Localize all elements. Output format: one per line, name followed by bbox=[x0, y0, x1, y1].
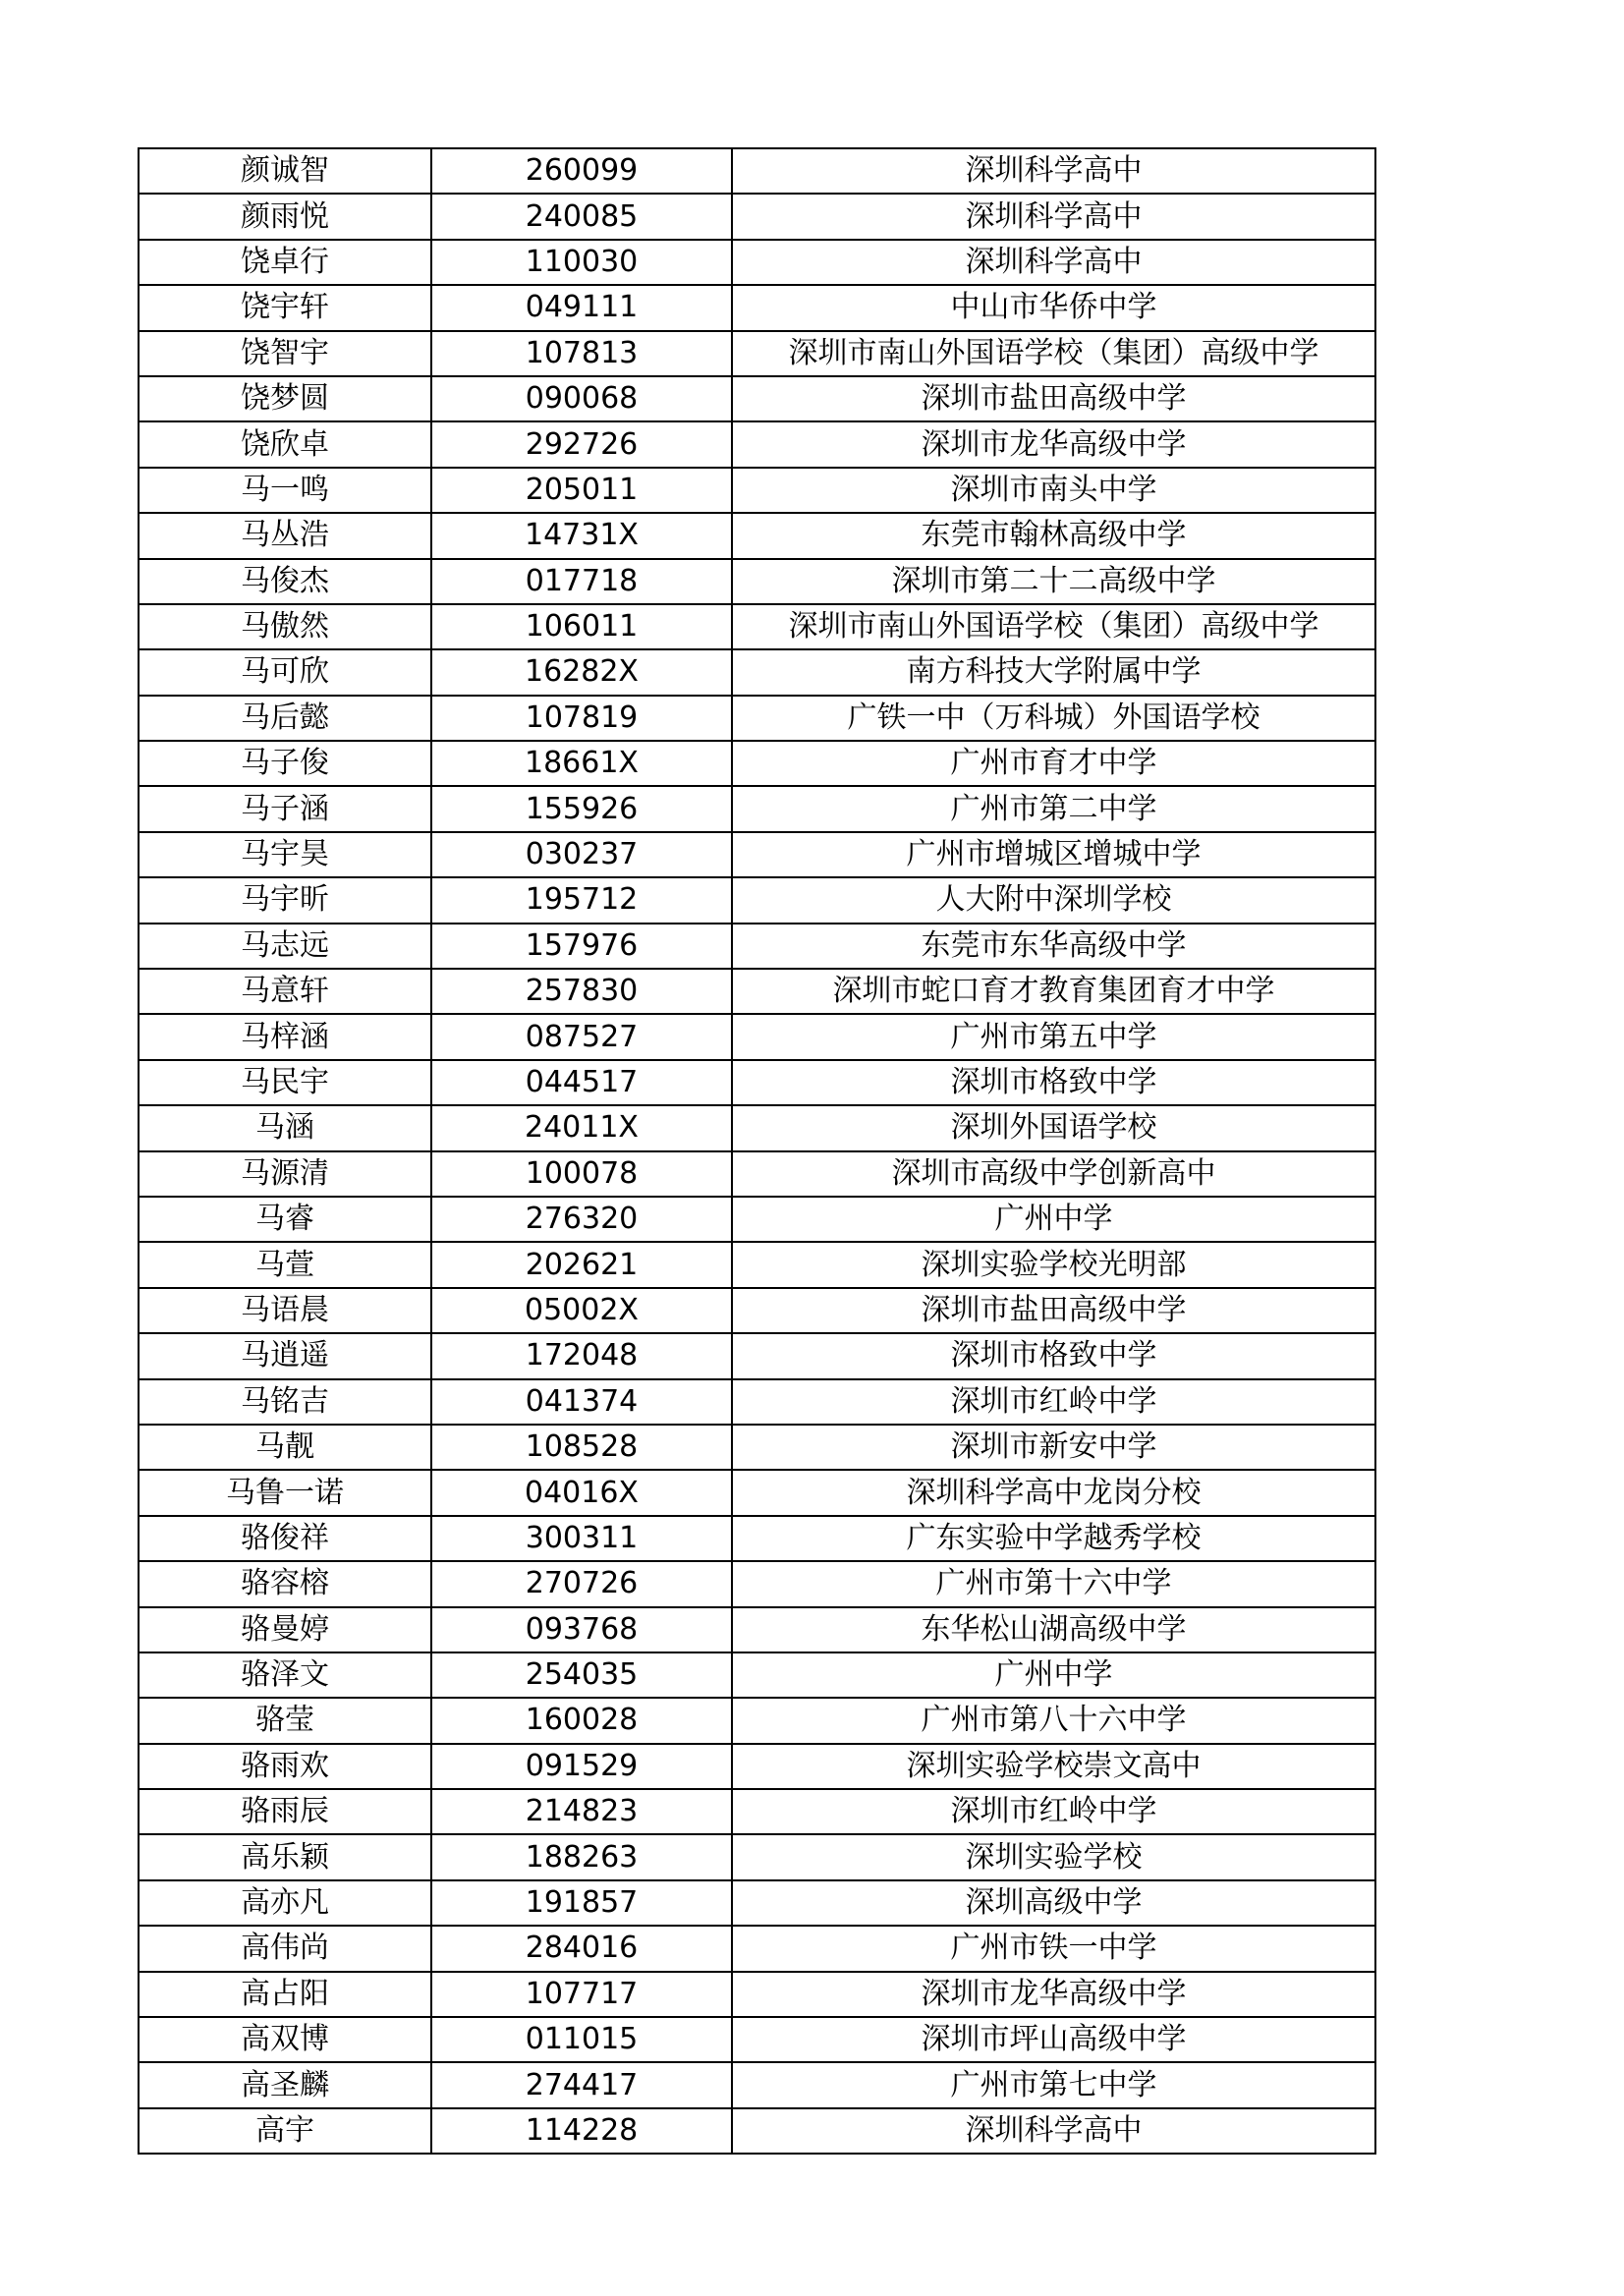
name-cell: 骆莹 bbox=[139, 1698, 431, 1743]
name-cell: 马萱 bbox=[139, 1242, 431, 1287]
table-row bbox=[139, 421, 1375, 467]
table-row bbox=[139, 1561, 1375, 1606]
table-row bbox=[139, 1789, 1375, 1834]
table-row bbox=[139, 1151, 1375, 1197]
table-row bbox=[139, 1880, 1375, 1926]
name-cell: 骆雨辰 bbox=[139, 1789, 431, 1834]
school-cell: 深圳市龙华高级中学 bbox=[732, 421, 1375, 467]
school-cell: 深圳市红岭中学 bbox=[732, 1789, 1375, 1834]
table-row bbox=[139, 604, 1375, 649]
table-row bbox=[139, 1014, 1375, 1059]
name-cell: 马靓 bbox=[139, 1425, 431, 1470]
name-cell: 马铭吉 bbox=[139, 1379, 431, 1425]
id-cell: 011015 bbox=[431, 2017, 732, 2062]
name-cell: 马丛浩 bbox=[139, 513, 431, 558]
id-cell: 100078 bbox=[431, 1151, 732, 1197]
table-row bbox=[139, 194, 1375, 239]
id-cell: 155926 bbox=[431, 786, 732, 831]
name-cell: 马后懿 bbox=[139, 696, 431, 741]
table-row bbox=[139, 1834, 1375, 1879]
school-cell: 深圳市盐田高级中学 bbox=[732, 376, 1375, 421]
id-cell: 108528 bbox=[431, 1425, 732, 1470]
roster-table bbox=[138, 147, 1376, 2155]
table-row bbox=[139, 376, 1375, 421]
name-cell: 饶宇轩 bbox=[139, 285, 431, 330]
school-cell: 人大附中深圳学校 bbox=[732, 877, 1375, 923]
school-cell: 广州市育才中学 bbox=[732, 741, 1375, 786]
school-cell: 深圳市新安中学 bbox=[732, 1425, 1375, 1470]
id-cell: 214823 bbox=[431, 1789, 732, 1834]
name-cell: 马一鸣 bbox=[139, 468, 431, 513]
name-cell: 马鲁一诺 bbox=[139, 1470, 431, 1515]
id-cell: 276320 bbox=[431, 1197, 732, 1242]
id-cell: 240085 bbox=[431, 194, 732, 239]
name-cell: 骆曼婷 bbox=[139, 1607, 431, 1652]
school-cell: 南方科技大学附属中学 bbox=[732, 649, 1375, 695]
school-cell: 广州市第八十六中学 bbox=[732, 1698, 1375, 1743]
id-cell: 205011 bbox=[431, 468, 732, 513]
id-cell: 090068 bbox=[431, 376, 732, 421]
school-cell: 深圳科学高中 bbox=[732, 194, 1375, 239]
school-cell: 深圳实验学校崇文高中 bbox=[732, 1744, 1375, 1789]
id-cell: 107819 bbox=[431, 696, 732, 741]
table-row bbox=[139, 649, 1375, 695]
table-row bbox=[139, 1652, 1375, 1698]
name-cell: 马源清 bbox=[139, 1151, 431, 1197]
table-row bbox=[139, 240, 1375, 285]
id-cell: 087527 bbox=[431, 1014, 732, 1059]
school-cell: 深圳实验学校 bbox=[732, 1834, 1375, 1879]
school-cell: 深圳科学高中 bbox=[732, 240, 1375, 285]
school-cell: 深圳市蛇口育才教育集团育才中学 bbox=[732, 969, 1375, 1014]
name-cell: 马语晨 bbox=[139, 1288, 431, 1333]
id-cell: 110030 bbox=[431, 240, 732, 285]
table-row bbox=[139, 832, 1375, 877]
id-cell: 14731X bbox=[431, 513, 732, 558]
name-cell: 马俊杰 bbox=[139, 559, 431, 604]
name-cell: 饶智宇 bbox=[139, 331, 431, 376]
school-cell: 广州市铁一中学 bbox=[732, 1926, 1375, 1971]
name-cell: 马民宇 bbox=[139, 1060, 431, 1105]
name-cell: 马宇昕 bbox=[139, 877, 431, 923]
school-cell: 深圳市格致中学 bbox=[732, 1333, 1375, 1378]
school-cell: 深圳市坪山高级中学 bbox=[732, 2017, 1375, 2062]
name-cell: 马逍遥 bbox=[139, 1333, 431, 1378]
name-cell: 高圣麟 bbox=[139, 2062, 431, 2107]
id-cell: 16282X bbox=[431, 649, 732, 695]
id-cell: 04016X bbox=[431, 1470, 732, 1515]
school-cell: 广东实验中学越秀学校 bbox=[732, 1516, 1375, 1561]
school-cell: 深圳市红岭中学 bbox=[732, 1379, 1375, 1425]
id-cell: 106011 bbox=[431, 604, 732, 649]
id-cell: 049111 bbox=[431, 285, 732, 330]
table-row bbox=[139, 1425, 1375, 1470]
id-cell: 284016 bbox=[431, 1926, 732, 1971]
table-row bbox=[139, 468, 1375, 513]
id-cell: 300311 bbox=[431, 1516, 732, 1561]
table-row bbox=[139, 1470, 1375, 1515]
id-cell: 114228 bbox=[431, 2108, 732, 2154]
name-cell: 高乐颖 bbox=[139, 1834, 431, 1879]
table-row bbox=[139, 1060, 1375, 1105]
table-row bbox=[139, 1972, 1375, 2017]
id-cell: 030237 bbox=[431, 832, 732, 877]
id-cell: 160028 bbox=[431, 1698, 732, 1743]
school-cell: 深圳科学高中 bbox=[732, 148, 1375, 194]
school-cell: 深圳市第二十二高级中学 bbox=[732, 559, 1375, 604]
id-cell: 195712 bbox=[431, 877, 732, 923]
table-row bbox=[139, 1288, 1375, 1333]
table-row bbox=[139, 2108, 1375, 2154]
name-cell: 骆俊祥 bbox=[139, 1516, 431, 1561]
table-row bbox=[139, 148, 1375, 194]
school-cell: 深圳高级中学 bbox=[732, 1880, 1375, 1926]
id-cell: 292726 bbox=[431, 421, 732, 467]
name-cell: 马宇昊 bbox=[139, 832, 431, 877]
table-row bbox=[139, 1516, 1375, 1561]
school-cell: 东莞市东华高级中学 bbox=[732, 924, 1375, 969]
school-cell: 深圳市南头中学 bbox=[732, 468, 1375, 513]
table-row bbox=[139, 2062, 1375, 2107]
name-cell: 马梓涵 bbox=[139, 1014, 431, 1059]
table-row bbox=[139, 1197, 1375, 1242]
table-row bbox=[139, 1926, 1375, 1971]
school-cell: 广州市增城区增城中学 bbox=[732, 832, 1375, 877]
id-cell: 188263 bbox=[431, 1834, 732, 1879]
table-row bbox=[139, 2017, 1375, 2062]
school-cell: 东莞市翰林高级中学 bbox=[732, 513, 1375, 558]
school-cell: 广州市第二中学 bbox=[732, 786, 1375, 831]
school-cell: 深圳市龙华高级中学 bbox=[732, 1972, 1375, 2017]
table-row bbox=[139, 1607, 1375, 1652]
name-cell: 马子涵 bbox=[139, 786, 431, 831]
name-cell: 马可欣 bbox=[139, 649, 431, 695]
id-cell: 260099 bbox=[431, 148, 732, 194]
school-cell: 广州中学 bbox=[732, 1197, 1375, 1242]
table-row bbox=[139, 924, 1375, 969]
name-cell: 饶欣卓 bbox=[139, 421, 431, 467]
table-row bbox=[139, 741, 1375, 786]
name-cell: 马子俊 bbox=[139, 741, 431, 786]
table-row bbox=[139, 877, 1375, 923]
table-row bbox=[139, 969, 1375, 1014]
school-cell: 广铁一中（万科城）外国语学校 bbox=[732, 696, 1375, 741]
school-cell: 广州市第十六中学 bbox=[732, 1561, 1375, 1606]
school-cell: 深圳市南山外国语学校（集团）高级中学 bbox=[732, 331, 1375, 376]
table-row bbox=[139, 1105, 1375, 1150]
id-cell: 274417 bbox=[431, 2062, 732, 2107]
school-cell: 中山市华侨中学 bbox=[732, 285, 1375, 330]
table-row bbox=[139, 1698, 1375, 1743]
school-cell: 东华松山湖高级中学 bbox=[732, 1607, 1375, 1652]
id-cell: 172048 bbox=[431, 1333, 732, 1378]
id-cell: 18661X bbox=[431, 741, 732, 786]
table-row bbox=[139, 285, 1375, 330]
table-row bbox=[139, 786, 1375, 831]
name-cell: 高占阳 bbox=[139, 1972, 431, 2017]
name-cell: 高伟尚 bbox=[139, 1926, 431, 1971]
name-cell: 颜诚智 bbox=[139, 148, 431, 194]
id-cell: 093768 bbox=[431, 1607, 732, 1652]
id-cell: 254035 bbox=[431, 1652, 732, 1698]
school-cell: 深圳市盐田高级中学 bbox=[732, 1288, 1375, 1333]
school-cell: 深圳科学高中 bbox=[732, 2108, 1375, 2154]
name-cell: 马睿 bbox=[139, 1197, 431, 1242]
id-cell: 157976 bbox=[431, 924, 732, 969]
id-cell: 091529 bbox=[431, 1744, 732, 1789]
school-cell: 深圳实验学校光明部 bbox=[732, 1242, 1375, 1287]
school-cell: 广州市第五中学 bbox=[732, 1014, 1375, 1059]
id-cell: 270726 bbox=[431, 1561, 732, 1606]
id-cell: 24011X bbox=[431, 1105, 732, 1150]
name-cell: 马傲然 bbox=[139, 604, 431, 649]
school-cell: 深圳科学高中龙岗分校 bbox=[732, 1470, 1375, 1515]
school-cell: 深圳外国语学校 bbox=[732, 1105, 1375, 1150]
table-row bbox=[139, 331, 1375, 376]
roster-table-body bbox=[139, 148, 1375, 2154]
id-cell: 044517 bbox=[431, 1060, 732, 1105]
table-row bbox=[139, 513, 1375, 558]
id-cell: 107717 bbox=[431, 1972, 732, 2017]
name-cell: 高亦凡 bbox=[139, 1880, 431, 1926]
name-cell: 高宇 bbox=[139, 2108, 431, 2154]
id-cell: 041374 bbox=[431, 1379, 732, 1425]
id-cell: 202621 bbox=[431, 1242, 732, 1287]
name-cell: 马志远 bbox=[139, 924, 431, 969]
school-cell: 深圳市高级中学创新高中 bbox=[732, 1151, 1375, 1197]
name-cell: 骆泽文 bbox=[139, 1652, 431, 1698]
school-cell: 广州中学 bbox=[732, 1652, 1375, 1698]
table-row bbox=[139, 559, 1375, 604]
name-cell: 饶梦圆 bbox=[139, 376, 431, 421]
table-row bbox=[139, 1333, 1375, 1378]
id-cell: 191857 bbox=[431, 1880, 732, 1926]
id-cell: 017718 bbox=[431, 559, 732, 604]
school-cell: 广州市第七中学 bbox=[732, 2062, 1375, 2107]
name-cell: 饶卓行 bbox=[139, 240, 431, 285]
id-cell: 107813 bbox=[431, 331, 732, 376]
school-cell: 深圳市格致中学 bbox=[732, 1060, 1375, 1105]
id-cell: 257830 bbox=[431, 969, 732, 1014]
name-cell: 马涵 bbox=[139, 1105, 431, 1150]
id-cell: 05002X bbox=[431, 1288, 732, 1333]
table-row bbox=[139, 1379, 1375, 1425]
school-cell: 深圳市南山外国语学校（集团）高级中学 bbox=[732, 604, 1375, 649]
table-row bbox=[139, 1744, 1375, 1789]
name-cell: 骆雨欢 bbox=[139, 1744, 431, 1789]
name-cell: 骆容榕 bbox=[139, 1561, 431, 1606]
name-cell: 颜雨悦 bbox=[139, 194, 431, 239]
name-cell: 高双博 bbox=[139, 2017, 431, 2062]
table-row bbox=[139, 1242, 1375, 1287]
table-row bbox=[139, 696, 1375, 741]
name-cell: 马意轩 bbox=[139, 969, 431, 1014]
